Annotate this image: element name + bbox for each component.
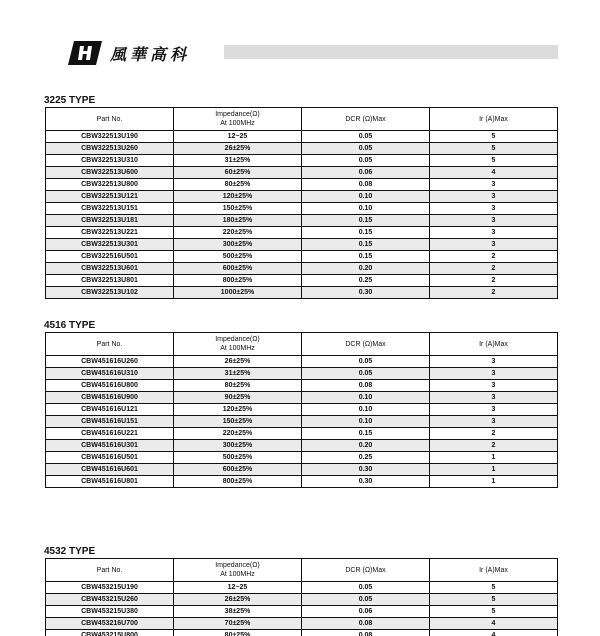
brand-name: 風華高科	[110, 45, 191, 64]
impedance-cell: 600±25%	[174, 263, 302, 275]
dcr-cell: 0.08	[302, 179, 430, 191]
impedance-cell: 300±25%	[174, 239, 302, 251]
part-no-cell: CBW322513U190	[46, 131, 174, 143]
table-row	[46, 143, 558, 155]
table-row	[46, 464, 558, 476]
dcr-cell: 0.05	[302, 368, 430, 380]
ir-cell: 3	[430, 191, 558, 203]
ir-cell: 3	[430, 215, 558, 227]
dcr-cell: 0.15	[302, 251, 430, 263]
impedance-cell: 80±25%	[174, 380, 302, 392]
table-row	[46, 251, 558, 263]
impedance-cell: 180±25%	[174, 215, 302, 227]
ir-cell: 1	[430, 464, 558, 476]
impedance-cell: 220±25%	[174, 227, 302, 239]
impedance-cell: 500±25%	[174, 452, 302, 464]
impedance-cell: 300±25%	[174, 440, 302, 452]
ir-cell: 3	[430, 368, 558, 380]
impedance-cell: 150±25%	[174, 203, 302, 215]
table-row	[46, 606, 558, 618]
impedance-label: Impedance(Ω)	[215, 111, 260, 118]
table-row	[46, 191, 558, 203]
ir-cell: 2	[430, 251, 558, 263]
part-no-cell: CBW451616U301	[46, 440, 174, 452]
dcr-cell: 0.05	[302, 143, 430, 155]
dcr-cell: 0.10	[302, 392, 430, 404]
impedance-cell: 800±25%	[174, 476, 302, 488]
impedance-cell: 70±25%	[174, 618, 302, 630]
impedance-freq: At 100MHz	[220, 120, 255, 127]
impedance-cell: 1000±25%	[174, 287, 302, 299]
ir-cell: 5	[430, 582, 558, 594]
dcr-cell: 0.08	[302, 618, 430, 630]
dcr-cell: 0.08	[302, 630, 430, 636]
table-row	[46, 179, 558, 191]
ir-cell: 2	[430, 263, 558, 275]
impedance-freq: At 100MHz	[220, 571, 255, 578]
part-no-cell: CBW451616U801	[46, 476, 174, 488]
part-no-cell: CBW322513U260	[46, 143, 174, 155]
part-no-cell: CBW322513U221	[46, 227, 174, 239]
ir-cell: 5	[430, 131, 558, 143]
part-no-cell: CBW322513U800	[46, 179, 174, 191]
dcr-cell: 0.30	[302, 476, 430, 488]
dcr-cell: 0.08	[302, 380, 430, 392]
part-no-cell: CBW453215U380	[46, 606, 174, 618]
dcr-cell: 0.25	[302, 275, 430, 287]
part-no-cell: CBW322513U601	[46, 263, 174, 275]
part-no-cell: CBW453215U190	[46, 582, 174, 594]
impedance-freq: At 100MHz	[220, 345, 255, 352]
dcr-cell: 0.25	[302, 452, 430, 464]
table-row	[46, 416, 558, 428]
col-header-ir: Ir (A)Max	[430, 333, 558, 356]
table-row	[46, 618, 558, 630]
col-header-part-no: Part No.	[46, 108, 174, 131]
table-row	[46, 368, 558, 380]
spec-table-4516	[45, 332, 558, 488]
ir-cell: 3	[430, 239, 558, 251]
col-header-dcr: DCR (Ω)Max	[302, 108, 430, 131]
dcr-cell: 0.15	[302, 239, 430, 251]
part-no-cell: CBW451616U800	[46, 380, 174, 392]
dcr-cell: 0.15	[302, 215, 430, 227]
impedance-cell: 26±25%	[174, 143, 302, 155]
ir-cell: 3	[430, 179, 558, 191]
ir-cell: 5	[430, 155, 558, 167]
dcr-cell: 0.10	[302, 203, 430, 215]
part-no-cell: CBW453216U700	[46, 618, 174, 630]
fenghua-logo-icon	[68, 41, 102, 65]
table-row	[46, 582, 558, 594]
impedance-cell: 120±25%	[174, 404, 302, 416]
impedance-cell: 600±25%	[174, 464, 302, 476]
page-header	[68, 40, 560, 66]
table-row	[46, 215, 558, 227]
impedance-cell: 90±25%	[174, 392, 302, 404]
ir-cell: 5	[430, 143, 558, 155]
col-header-dcr: DCR (Ω)Max	[302, 333, 430, 356]
part-no-cell: CBW451616U900	[46, 392, 174, 404]
col-header-impedance	[174, 559, 302, 582]
ir-cell: 1	[430, 476, 558, 488]
ir-cell: 2	[430, 287, 558, 299]
part-no-cell: CBW453215U260	[46, 594, 174, 606]
part-no-cell: CBW451616U501	[46, 452, 174, 464]
impedance-cell: 80±25%	[174, 630, 302, 636]
dcr-cell: 0.05	[302, 356, 430, 368]
part-no-cell: CBW451616U121	[46, 404, 174, 416]
col-header-part-no: Part No.	[46, 559, 174, 582]
table-row	[46, 203, 558, 215]
table-row	[46, 131, 558, 143]
table-row	[46, 263, 558, 275]
table-row	[46, 275, 558, 287]
impedance-label: Impedance(Ω)	[215, 336, 260, 343]
dcr-cell: 0.15	[302, 227, 430, 239]
part-no-cell: CBW322513U102	[46, 287, 174, 299]
col-header-ir: Ir (A)Max	[430, 108, 558, 131]
impedance-cell: 150±25%	[174, 416, 302, 428]
section-title: 4532 TYPE	[44, 546, 96, 557]
dcr-cell: 0.05	[302, 155, 430, 167]
part-no-cell: CBW451616U601	[46, 464, 174, 476]
part-no-cell: CBW322513U801	[46, 275, 174, 287]
ir-cell: 3	[430, 380, 558, 392]
part-no-cell: CBW322513U600	[46, 167, 174, 179]
ir-cell: 5	[430, 594, 558, 606]
ir-cell: 3	[430, 356, 558, 368]
impedance-cell: 800±25%	[174, 275, 302, 287]
table-row	[46, 440, 558, 452]
table-row	[46, 287, 558, 299]
part-no-cell: CBW322513U310	[46, 155, 174, 167]
dcr-cell: 0.20	[302, 440, 430, 452]
table-row	[46, 239, 558, 251]
section-title: 4516 TYPE	[44, 320, 96, 331]
part-no-cell: CBW451616U260	[46, 356, 174, 368]
part-no-cell: CBW451616U151	[46, 416, 174, 428]
table-row	[46, 167, 558, 179]
dcr-cell: 0.30	[302, 464, 430, 476]
dcr-cell: 0.05	[302, 594, 430, 606]
ir-cell: 2	[430, 275, 558, 287]
table-row	[46, 452, 558, 464]
table-row	[46, 155, 558, 167]
impedance-cell: 220±25%	[174, 428, 302, 440]
impedance-label: Impedance(Ω)	[215, 562, 260, 569]
impedance-cell: 26±25%	[174, 594, 302, 606]
impedance-cell: 120±25%	[174, 191, 302, 203]
dcr-cell: 0.10	[302, 191, 430, 203]
ir-cell: 3	[430, 392, 558, 404]
impedance-cell: 31±25%	[174, 368, 302, 380]
part-no-cell: CBW451616U310	[46, 368, 174, 380]
part-no-cell: CBW322513U151	[46, 203, 174, 215]
impedance-cell: 60±25%	[174, 167, 302, 179]
dcr-cell: 0.05	[302, 582, 430, 594]
ir-cell: 2	[430, 440, 558, 452]
ir-cell: 4	[430, 167, 558, 179]
part-no-cell: CBW322513U301	[46, 239, 174, 251]
table-row	[46, 404, 558, 416]
table-row	[46, 380, 558, 392]
ir-cell: 3	[430, 404, 558, 416]
header-bar	[224, 45, 558, 59]
impedance-cell: 12~25	[174, 582, 302, 594]
col-header-part-no: Part No.	[46, 333, 174, 356]
table-row	[46, 392, 558, 404]
part-no-cell: CBW451616U221	[46, 428, 174, 440]
part-no-cell: CBW322513U181	[46, 215, 174, 227]
impedance-cell: 80±25%	[174, 179, 302, 191]
part-no-cell: CBW453215U800	[46, 630, 174, 636]
dcr-cell: 0.06	[302, 167, 430, 179]
table-row	[46, 227, 558, 239]
table-row	[46, 630, 558, 636]
section-title: 3225 TYPE	[44, 95, 96, 106]
table-row	[46, 476, 558, 488]
dcr-cell: 0.10	[302, 404, 430, 416]
impedance-cell: 500±25%	[174, 251, 302, 263]
ir-cell: 4	[430, 618, 558, 630]
col-header-ir: Ir (A)Max	[430, 559, 558, 582]
col-header-dcr: DCR (Ω)Max	[302, 559, 430, 582]
ir-cell: 3	[430, 227, 558, 239]
dcr-cell: 0.30	[302, 287, 430, 299]
dcr-cell: 0.05	[302, 131, 430, 143]
impedance-cell: 31±25%	[174, 155, 302, 167]
spec-table-3225	[45, 107, 558, 299]
impedance-cell: 12~25	[174, 131, 302, 143]
ir-cell: 5	[430, 606, 558, 618]
ir-cell: 1	[430, 452, 558, 464]
part-no-cell: CBW322513U121	[46, 191, 174, 203]
dcr-cell: 0.15	[302, 428, 430, 440]
ir-cell: 3	[430, 416, 558, 428]
part-no-cell: CBW322516U501	[46, 251, 174, 263]
table-row	[46, 428, 558, 440]
dcr-cell: 0.20	[302, 263, 430, 275]
col-header-impedance	[174, 108, 302, 131]
col-header-impedance	[174, 333, 302, 356]
table-row	[46, 356, 558, 368]
dcr-cell: 0.06	[302, 606, 430, 618]
ir-cell: 4	[430, 630, 558, 636]
ir-cell: 3	[430, 203, 558, 215]
spec-table-4532	[45, 558, 558, 636]
dcr-cell: 0.10	[302, 416, 430, 428]
impedance-cell: 26±25%	[174, 356, 302, 368]
impedance-cell: 38±25%	[174, 606, 302, 618]
table-row	[46, 594, 558, 606]
ir-cell: 2	[430, 428, 558, 440]
